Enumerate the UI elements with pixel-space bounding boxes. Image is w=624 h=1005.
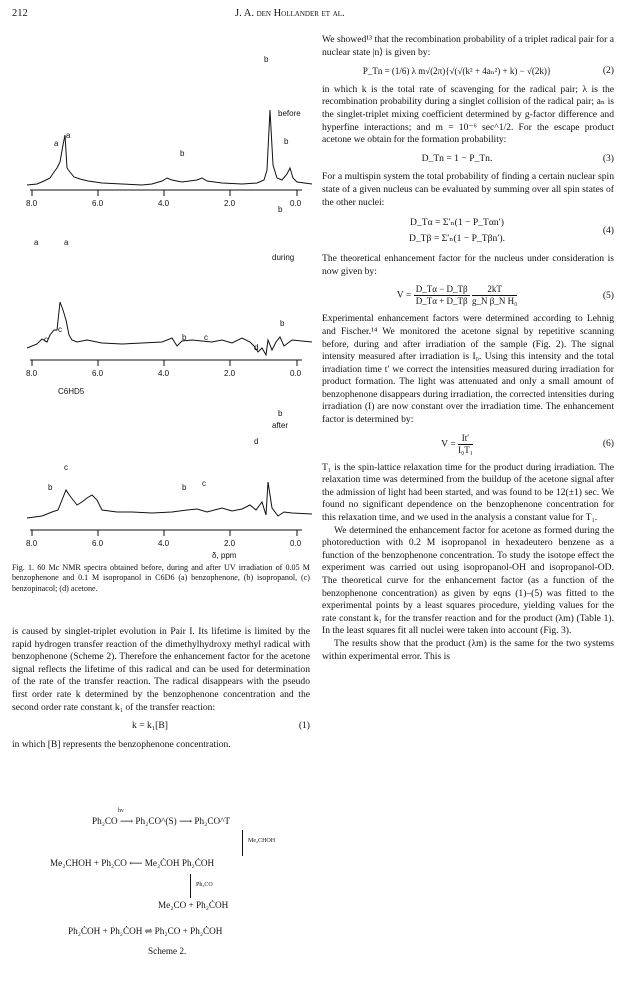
peak-label: a: [54, 139, 59, 148]
paragraph: is caused by singlet-triplet evolution in Pair I. Its lifetime is limited by the rapid hydrogen transfer reaction of the dimethylhydroxy methyl radical with benzophenone (Scheme 2). Therefore the enhancement factor for the acetone signal reflects the lifetime of this radical and can be used for determination of the rate of the transfer reaction. The radical disappears with the pseudo first order rate k determined by the benzophenone concentration and the second order rate constant k₁ of the transfer reaction:: [12, 626, 310, 713]
paragraph: We showed¹³ that the recombination probability of a triplet radical pair for a nuclear state |n⟩ is given by:: [322, 34, 614, 58]
page-number: 212: [12, 8, 28, 19]
panel-label-before: before: [278, 109, 301, 118]
equation-6: V = $\frac{It'}{\text{I₀T₁}}$ (6): [441, 432, 614, 455]
peak-label: b: [180, 149, 185, 158]
scheme-label: Scheme 2.: [148, 946, 187, 956]
tick-label: 0.0: [290, 369, 302, 378]
paragraph: in which k is the total rate of scavenging for the radical pair; λ is the recombination probability during a singlet collision of the radical pair; aₙ is the singlet-triplet mixing coefficient determined by g-factor difference and hyperfine interactions; and m = 10⁻⁶ sec^1/2. For the escape product acetone we obtain for the formation probability:: [322, 83, 614, 146]
peak-label: c: [44, 335, 48, 344]
tick-label: 8.0: [26, 369, 38, 378]
tick-label: 6.0: [92, 199, 104, 208]
scheme-line-2: Me₂CHOH + Ph₂CO ⟵ Me₂ĊOH Ph₂ĊOH: [50, 858, 215, 868]
paragraph: The theoretical enhancement factor for the nucleus under consideration is now given by:: [322, 253, 614, 277]
tick-label: 0.0: [290, 199, 302, 208]
left-column: [12, 626, 310, 751]
paragraph: The results show that the product (λm) is the same for the two systems within experimental error. This is: [322, 637, 614, 662]
tick-label: 2.0: [224, 539, 236, 548]
tick-label: 0.0: [290, 539, 302, 548]
tick-label: 4.0: [158, 539, 170, 548]
paragraph: in which [B] represents the benzophenone concentration.: [12, 738, 231, 750]
tick-label: 8.0: [26, 199, 38, 208]
tick-label: 2.0: [224, 369, 236, 378]
peak-label: a: [64, 238, 69, 247]
peak-label: c: [204, 333, 208, 342]
equation-4: D_Tα = Σ′ₙ(1 − P_Tαn′) D_Tβ = Σ′ₙ(1 − P_Tβn′). (4): [408, 217, 614, 245]
tick-label: 4.0: [158, 199, 170, 208]
peak-label: c: [64, 463, 68, 472]
peak-label: a: [66, 131, 71, 140]
running-title: J. A. den Hollander et al.: [235, 8, 345, 19]
peak-label: c: [202, 479, 206, 488]
right-column: [322, 34, 614, 663]
peak-label: b: [182, 483, 187, 492]
scheme-line-4: Ph₂ĊOH + Ph₂ĊOH ⇌ Ph₂CO + Ph₂ĊOH: [68, 926, 223, 936]
paragraph: For a multispin system the total probability of finding a certain nuclear spin state of a given nucleus can be evaluated by summing over all spin states of the other nuclei:: [322, 171, 614, 208]
peak-label: b: [182, 333, 187, 342]
peak-label: d: [254, 343, 259, 352]
peak-label: C6HD5: [58, 387, 85, 396]
paragraph: T₁ is the spin-lattice relaxation time for the product during irradiation. The relaxation time was determined from the buildup of the acetone signal after the admission of light had been started, and was found to be 12(±1) sec. We found no significant dependence on the benzophenone concentration for this relaxation time, and we used in the analysis a constant value for T₁.: [322, 461, 614, 524]
equation-3: D_Tn = 1 − P_Tn. (3): [421, 152, 614, 164]
paragraph: Experimental enhancement factors were determined according to Lehnig and Fischer.¹⁴ We monitored the acetone signal by repetitive scanning before, during and after irradiation of the sample (Fig. 2). The signal intensity measured after irradiation is I₀. Using this intensity and the total irradiation time t′ we correct the intensities measured during irradiation for product formation. The light was attenuated and only a small amount of benzophenone disappears during irradiation, the corrected intensities during irradiation (I) are now constant over the irradiation time. The enhancement factor is determined by:: [322, 313, 614, 426]
tick-label: 6.0: [92, 369, 104, 378]
tick-label: 4.0: [158, 369, 170, 378]
nmr-spectra-figure: [22, 50, 322, 562]
equation-1: k = k₁[B] (1): [132, 720, 310, 732]
peak-label: b: [278, 205, 283, 214]
figure-caption: Fig. 1. 60 Mc NMR spectra obtained before, during and after UV irradiation of 0.05 M benzophenone and 0.1 M isopropanol in C6D6 (a) benzophenone, (b) isopropanol, (c) benzopinacol; (d) acetone.: [12, 563, 310, 593]
paragraph: We determined the enhancement factor for acetone as formed during the photoreduction with 0.2 M isopropanol in hexadeutero benzene as a function of the benzophenone concentration. To study the isotope effect the experiment was carried out using isopropanol-OH and isopropanol-OD. The theoretical curve for the enhancement factor (as a function of the benzophenone concentration) as given by eqns (1)–(5) was fitted to the experimental points by a least squares procedure, yielding values for the rate constant k₁ for the transfer reaction and for the product (λm) (Table 1). In the least squares fit all nuclei were taken into account (Fig. 3).: [322, 524, 614, 637]
scheme-line-1: Ph₂CO ⟶ Ph₂CO^(S) ⟶ Ph₂CO^T: [92, 816, 231, 826]
peak-label: c: [58, 325, 62, 334]
axis-label: δ, ppm: [212, 551, 237, 560]
peak-label: b: [284, 137, 289, 146]
equation-5: V = $\frac{D\_T\alpha - D\_T\beta}{D\_T\alpha + D\_T\beta}$ $\frac{2kT}{\text{g\_N β\_N H₀}}$ (5): [396, 284, 614, 307]
peak-label: b: [280, 319, 285, 328]
tick-label: 8.0: [26, 539, 38, 548]
tick-label: 6.0: [92, 539, 104, 548]
tick-label: 2.0: [224, 199, 236, 208]
peak-label: b: [264, 55, 269, 64]
peak-label: a: [34, 238, 39, 247]
panel-label-during: during: [272, 253, 295, 262]
peak-label: d: [254, 437, 259, 446]
panel-label-after: after: [272, 421, 289, 430]
peak-label: b: [278, 409, 283, 418]
scheme-2: hν Ph₂CO ⟶ Ph₂CO^(S) ⟶ Ph₂CO^T Me₂CHOH Me₂CHOH + Ph₂CO ⟵ Me₂ĊOH Ph₂ĊOH Ph₂CO Me₂CO + Ph₂ĊOH Ph₂ĊOH + Ph₂ĊOH ⇌ Ph₂CO + Ph₂ĊOH Scheme 2.: [50, 808, 276, 956]
peak-label: b: [48, 483, 53, 492]
equation-2: P_Tn = (1/6) λ m√(2π){√(√(k² + 4aₙ²) + k) − √(2k)} (2): [362, 65, 614, 77]
scheme-line-3: Me₂CO + Ph₂ĊOH: [158, 900, 229, 910]
